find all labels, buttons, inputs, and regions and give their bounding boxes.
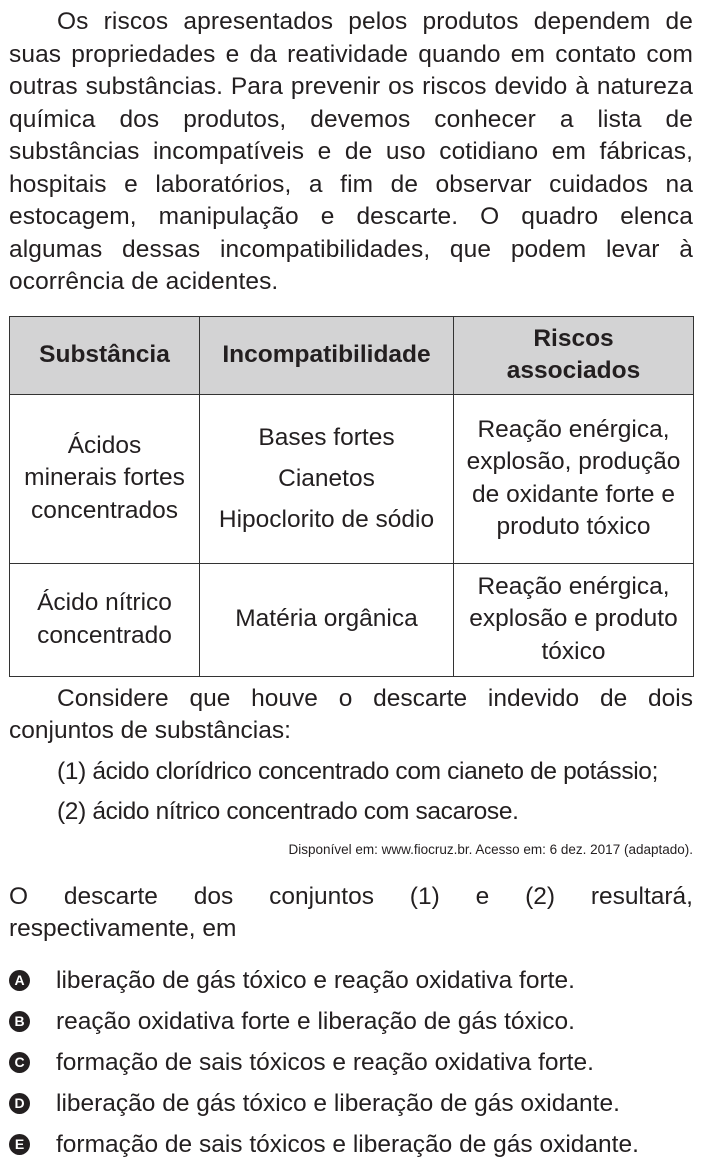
table-row xyxy=(10,394,694,563)
answer-option-a[interactable] xyxy=(9,960,693,1001)
option-letter-badge: A xyxy=(9,970,30,991)
header-risks xyxy=(454,316,694,394)
option-letter-badge: B xyxy=(9,1011,30,1032)
cell-incompatibility xyxy=(200,394,454,563)
cell-substance xyxy=(10,394,200,563)
source-citation: Disponível em: www.fiocruz.br. Acesso em: 6 dez. 2017 (adaptado). xyxy=(288,841,693,857)
cell-substance xyxy=(10,563,200,676)
incompatibility-item: Matéria orgânica xyxy=(235,605,418,633)
cell-risks xyxy=(454,563,694,676)
header-incompatibility: Incompatibilidade xyxy=(200,316,454,394)
option-letter-badge: E xyxy=(9,1134,30,1155)
option-text: formação de sais tóxicos e reação oxidativa forte. xyxy=(56,1048,594,1076)
substance-text: Ácido nítrico concentrado xyxy=(37,589,172,649)
question-line: respectivamente, em xyxy=(9,915,237,942)
answer-option-d[interactable] xyxy=(9,1083,693,1124)
incompatibility-item: Cianetos xyxy=(278,465,375,492)
substance-set-item: (2) ácido nítrico concentrado com sacarose. xyxy=(57,798,519,825)
intro-paragraph: Os riscos apresentados pelos produtos dependem de suas propriedades e da reatividade quando em contato com outras substâncias. Para prevenir os riscos devido à natureza química dos produtos, devemos conhecer a lista de substâncias incompatíveis e de uso cotidiano em fábricas, hospitais e laboratórios, a fim de observar cuidados na estocagem, manipulação e descarte. O quadro elenca algumas dessas incompatibilidades, que podem levar à ocorrência de acidentes. xyxy=(9,8,693,295)
table-row xyxy=(10,563,694,676)
option-letter-badge: C xyxy=(9,1052,30,1073)
answer-option-b[interactable] xyxy=(9,1001,693,1042)
risks-text: Reação enérgica, explosão e produto tóxico xyxy=(469,572,678,665)
answer-option-c[interactable] xyxy=(9,1042,693,1083)
consider-paragraph: Considere que houve o descarte indevido de dois conjuntos de substâncias: xyxy=(9,684,693,744)
question-stem xyxy=(9,881,693,946)
substance-text: Ácidos minerais fortes concentrados xyxy=(24,431,185,524)
substance-set-item: (1) ácido clorídrico concentrado com cianeto de potássio; xyxy=(57,757,659,785)
question-line: O descarte dos conjuntos (1) e (2) resultará, xyxy=(9,882,693,910)
answer-option-e[interactable] xyxy=(9,1124,693,1165)
option-text: formação de sais tóxicos e liberação de gás oxidante. xyxy=(56,1130,639,1158)
option-text: reação oxidativa forte e liberação de gás tóxico. xyxy=(56,1007,575,1035)
option-text: liberação de gás tóxico e reação oxidativa forte. xyxy=(56,966,575,994)
cell-incompatibility xyxy=(200,563,454,676)
incompatibility-item: Hipoclorito de sódio xyxy=(218,506,435,533)
risks-text: Reação enérgica, explosão, produção de oxidante forte e produto tóxico xyxy=(466,415,681,540)
option-text: liberação de gás tóxico e liberação de gás oxidante. xyxy=(56,1089,620,1117)
header-substance: Substância xyxy=(10,316,200,394)
cell-risks xyxy=(454,394,694,563)
question-page xyxy=(9,6,693,1165)
incompatibility-table xyxy=(9,316,694,677)
header-risks-label: Riscos associados xyxy=(506,324,641,384)
incompatibility-item: Bases fortes xyxy=(258,424,395,451)
table-header-row xyxy=(10,316,694,394)
option-letter-badge: D xyxy=(9,1093,30,1114)
answer-options xyxy=(9,960,693,1165)
